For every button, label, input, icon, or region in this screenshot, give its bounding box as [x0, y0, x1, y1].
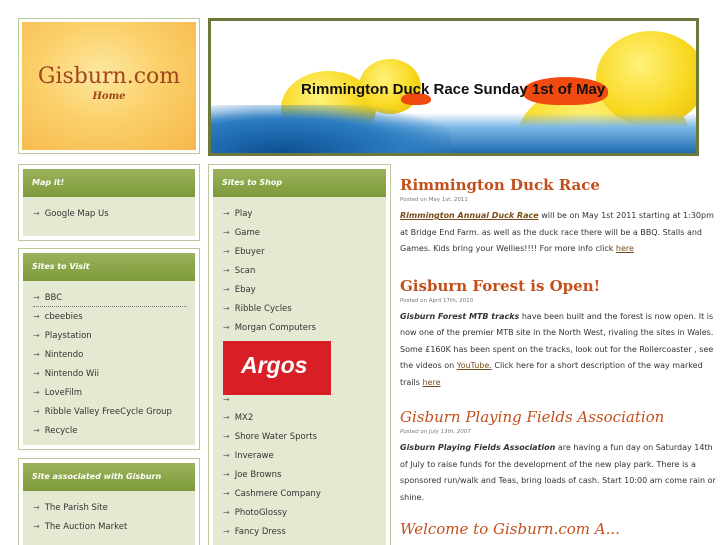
list-item-nintendo[interactable]: → Nintendo: [33, 350, 84, 360]
list-item-mx2[interactable]: → MX2: [223, 413, 254, 423]
arrow-icon: →: [223, 247, 230, 256]
arrow-icon: →: [223, 413, 230, 422]
list-item-scan[interactable]: → Scan: [223, 266, 256, 276]
sites-to-visit-title: Sites to Visit: [23, 253, 195, 281]
post-body: Gisburn Playing Fields Association are having a fun day on Saturday 14th of July to raise funds for the development of the new play park. There is a sponsored run/walk and Teas, bring loads of cash. Start 10:00 am come rain or shine.: [400, 443, 716, 502]
list-item-play[interactable]: → Play: [223, 209, 253, 219]
post-gisburn-forest: [400, 277, 720, 392]
post-title[interactable]: Gisburn Forest is Open!: [400, 276, 601, 295]
list-item-shore-water-sports[interactable]: → Shore Water Sports: [223, 432, 318, 442]
list-item-auction-market[interactable]: → The Auction Market: [33, 522, 128, 532]
arrow-icon: →: [33, 209, 40, 218]
list-item-photoglossy[interactable]: → PhotoGlossy: [223, 508, 287, 518]
arrow-icon: →: [33, 522, 40, 531]
post-body: Rimmington Annual Duck Race will be on May 1st 2011 starting at 1:30pm at Bridge End Farm. as well as the duck race there will be a BBQ. Stalls and Games. Kids bring your Wellies!!!! For more info click here: [400, 211, 714, 253]
list-item-bbc[interactable]: → BBC: [33, 288, 187, 307]
arrow-icon: →: [33, 407, 40, 416]
arrow-icon: →: [223, 285, 230, 294]
arrow-icon: →: [33, 350, 40, 359]
post-playing-fields: [400, 408, 720, 506]
arrow-icon: →: [223, 470, 230, 479]
map-box: [18, 164, 200, 241]
arrow-icon: →: [33, 503, 40, 512]
post-date: Posted on May 1st, 2011: [400, 197, 468, 203]
sites-to-visit-box: [18, 248, 200, 450]
argos-logo-link[interactable]: [223, 341, 331, 395]
post-date: Posted on April 17th, 2010: [400, 297, 474, 304]
arrow-icon: →: [33, 312, 40, 321]
main-content: [400, 176, 720, 538]
arrow-icon: →: [223, 451, 230, 460]
list-item-ribble-cycles[interactable]: → Ribble Cycles: [223, 304, 292, 314]
argos-arrow-icon: →: [223, 395, 230, 404]
youtube-link[interactable]: YouTube.: [456, 361, 492, 370]
list-item-playstation[interactable]: → Playstation: [33, 331, 92, 341]
arrow-icon: →: [223, 209, 230, 218]
list-item-morgan-computers[interactable]: → Morgan Computers: [223, 323, 316, 333]
duck-large-head: [596, 31, 699, 126]
arrow-icon: →: [223, 432, 230, 441]
arrow-icon: →: [33, 331, 40, 340]
list-item-game[interactable]: → Game: [223, 228, 261, 238]
arrow-icon: →: [33, 426, 40, 435]
arrow-icon: →: [33, 293, 40, 302]
site-logo: [22, 22, 196, 150]
list-item-inverawe[interactable]: → Inverawe: [223, 451, 274, 461]
arrow-icon: →: [223, 508, 230, 517]
map-box-title: Map it!: [23, 169, 195, 197]
post-title-partial[interactable]: Welcome to Gisburn.com A...: [400, 520, 620, 538]
list-item-lovefilm[interactable]: → LoveFilm: [33, 388, 83, 398]
arrow-icon: →: [223, 304, 230, 313]
arrow-icon: →: [223, 323, 230, 332]
post-body: Gisburn Forest MTB tracks have been built and the forest is now open. It is now one of the premier MTB site in the North West, rivaling the sites in Wales. Some £160K has been spent on the tracks, look out for the Rollercoaster , see the videos on YouTube. Click here for a short description of the way marked trails here: [400, 311, 714, 387]
arrow-icon: →: [33, 369, 40, 378]
list-item-recycle[interactable]: → Recycle: [33, 426, 78, 436]
banner-title: Rimmington Duck Race Sunday 1st of May: [301, 81, 606, 98]
arrow-icon: →: [223, 489, 230, 498]
associated-sites-box: [18, 458, 200, 545]
site-title[interactable]: Gisburn.com: [37, 64, 181, 89]
list-item-ebay[interactable]: → Ebay: [223, 285, 256, 295]
duck-race-link[interactable]: Rimmington Annual Duck Race: [400, 211, 539, 220]
associated-sites-title: Site associated with Gisburn: [23, 463, 195, 491]
more-info-link[interactable]: here: [615, 244, 634, 253]
list-item-parish-site[interactable]: → The Parish Site: [33, 503, 108, 513]
post-duck-race: [400, 176, 720, 258]
list-item-google-map[interactable]: → Google Map Us: [33, 209, 109, 219]
home-link[interactable]: Home: [92, 91, 126, 102]
argos-logo-text: Argos: [241, 352, 308, 378]
header-banner: [208, 18, 699, 156]
list-item-joe-browns[interactable]: → Joe Browns: [223, 470, 282, 480]
list-item-freecycle[interactable]: → Ribble Valley FreeCycle Group: [33, 407, 172, 417]
list-item-cbeebies[interactable]: → cbeebies: [33, 312, 83, 322]
arrow-icon: →: [223, 228, 230, 237]
post-date: Posted on July 13th, 2007: [400, 429, 471, 435]
sites-to-shop-box: [208, 164, 391, 545]
trails-link[interactable]: here: [422, 377, 441, 387]
sites-to-shop-title: Sites to Shop: [213, 169, 386, 197]
water-splash-dark: [211, 105, 451, 153]
list-item-nintendo-wii[interactable]: → Nintendo Wii: [33, 369, 99, 379]
arrow-icon: →: [223, 527, 230, 536]
arrow-icon: →: [223, 266, 230, 275]
list-item-fancy-dress[interactable]: → Fancy Dress: [223, 527, 286, 537]
list-item-cashmere-company[interactable]: → Cashmere Company: [223, 489, 321, 499]
arrow-icon: →: [33, 388, 40, 397]
list-item-ebuyer[interactable]: → Ebuyer: [223, 247, 265, 257]
post-title[interactable]: Rimmington Duck Race: [400, 176, 600, 194]
post-title[interactable]: Gisburn Playing Fields Association: [400, 408, 665, 426]
site-logo-box: [18, 18, 200, 154]
